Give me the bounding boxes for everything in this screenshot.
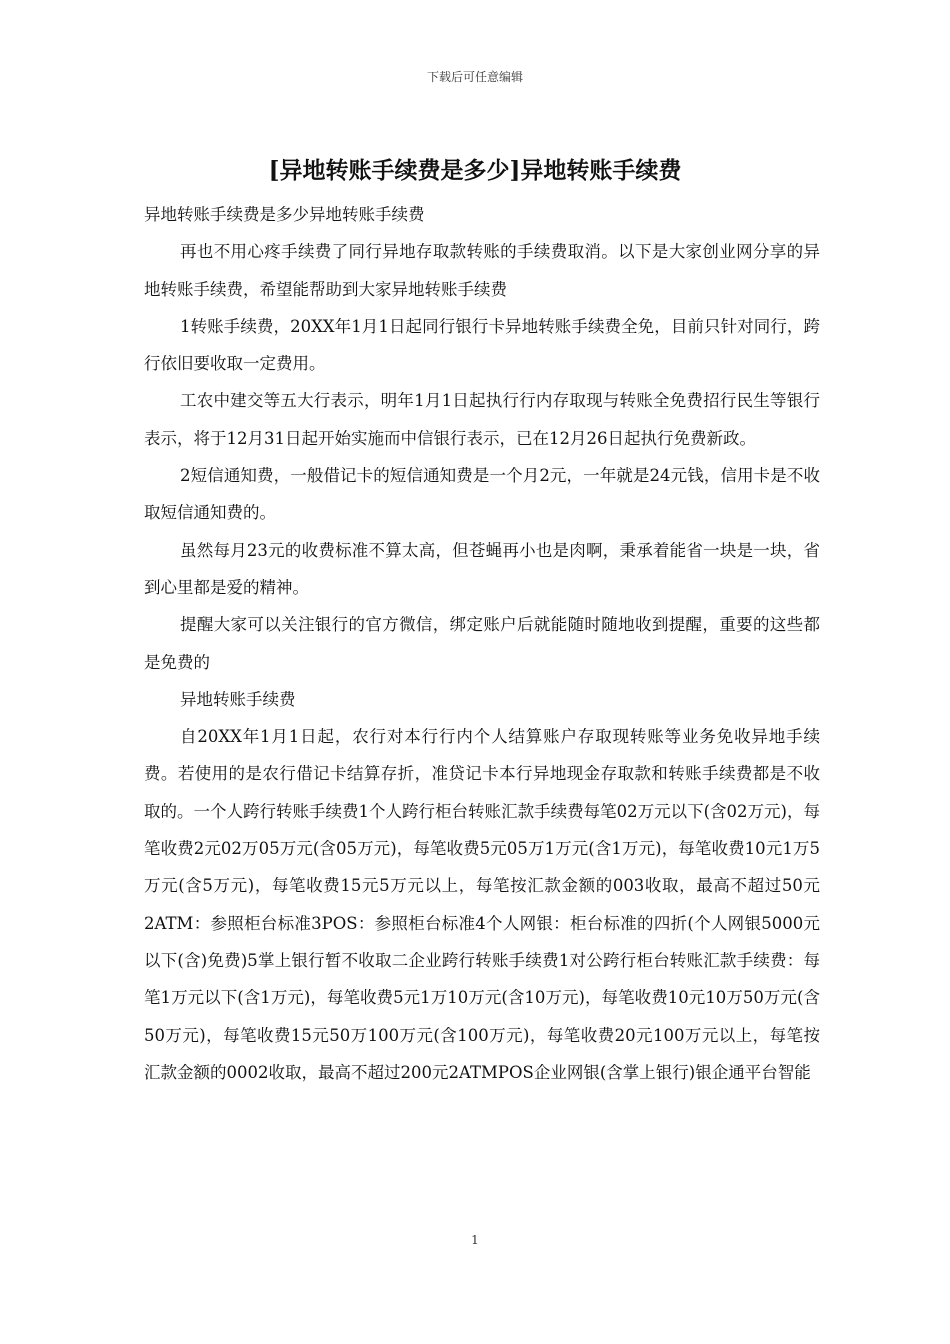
document-body (144, 196, 820, 1091)
paragraph: 1转账手续费，20XX年1月1日起同行银行卡异地转账手续费全免，目前只针对同行，跨行依旧要收取一定费用。 (144, 316, 820, 374)
paragraph: 2短信通知费，一般借记卡的短信通知费是一个月2元，一年就是24元钱，信用卡是不收取短信通知费的。 (144, 466, 820, 523)
paragraph: 自20XX年1月1日起，农行对本行行内个人结算账户存取现转账等业务免收异地手续费。若使用的是农行借记卡结算存折，准贷记卡本行异地现金存取款和转账手续费都是不收取的。一个人跨行转账手续费1个人跨行柜台转账汇款手续费每笔02万元以下(含02万元)，每笔收费2元02万05万元(含05万元)，每笔收费5元05万1万元(含1万元)，每笔收费10元1万5万元(含5万元)，每笔收费15元5万元以上，每笔按汇款金额的003收取，最高不超过50元2ATM：参照柜台标准3POS：参照柜台标准4个人网银：柜台标准的四折(个人网银5000元以下(含)免费)5掌上银行暂不收取二企业跨行转账手续费1对公跨行柜台转账汇款手续费：每笔1万元以下(含1万元)，每笔收费5元1万10万元(含10万元)，每笔收费10元10万50万元(含50万元)，每笔收费15元50万100万元(含100万元)，每笔收费20元100万元以上，每笔按汇款金额的0002收取，最高不超过200元2ATMPOS企业网银(含掌上银行)银企通平台智能 (144, 727, 820, 1082)
section-heading: 异地转账手续费 (180, 689, 296, 709)
header-note: 下载后可任意编辑 (426, 70, 523, 84)
page-number: 1 (471, 1233, 479, 1247)
paragraph: 提醒大家可以关注银行的官方微信，绑定账户后就能随时随地收到提醒，重要的这些都是免费的 (144, 615, 820, 672)
paragraph: 再也不用心疼手续费了同行异地存取款转账的手续费取消。以下是大家创业网分享的异地转账手续费，希望能帮助到大家异地转账手续费 (144, 242, 820, 299)
paragraph: 虽然每月23元的收费标准不算太高，但苍蝇再小也是肉啊，秉承着能省一块是一块，省到心里都是爱的精神。 (144, 540, 820, 597)
paragraph: 工农中建交等五大行表示，明年1月1日起执行行内存取现与转账全免费招行民生等银行表示，将于12月31日起开始实施而中信银行表示，已在12月26日起执行免费新政。 (144, 391, 820, 448)
paragraph: 异地转账手续费是多少异地转账手续费 (144, 205, 425, 224)
document-title: [异地转账手续费是多少]异地转账手续费 (268, 157, 682, 184)
